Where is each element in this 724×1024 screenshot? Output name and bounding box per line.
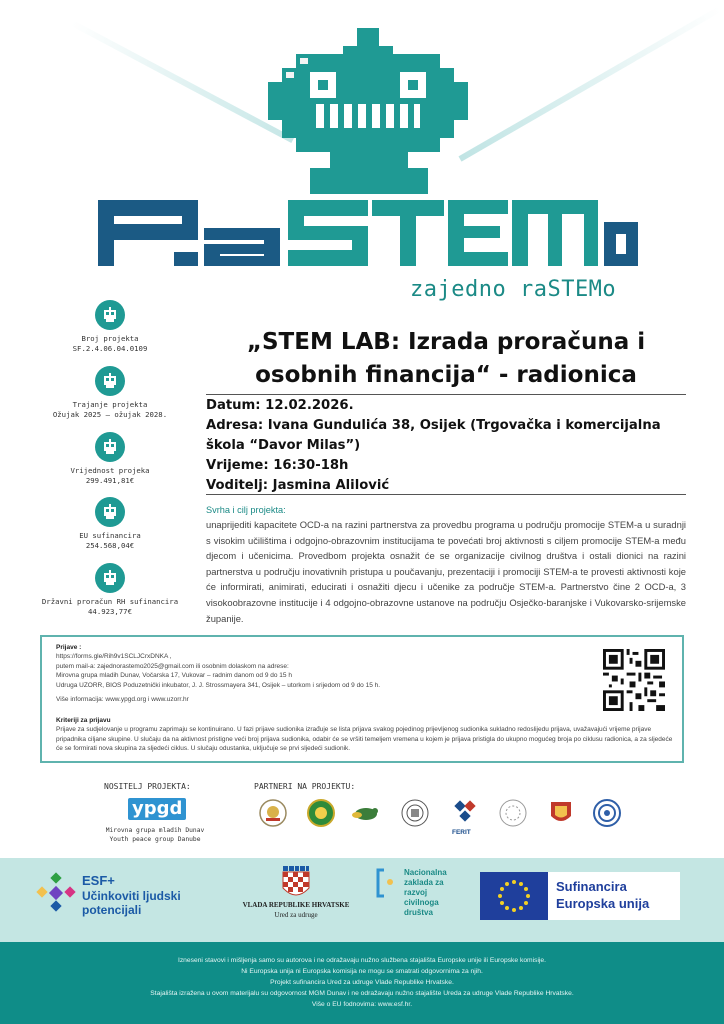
partner-logo-1-icon	[258, 798, 288, 828]
more-info-link[interactable]: Više informacija: www.ypgd.org i www.uzorr.hr	[56, 696, 189, 704]
event-address-line-2: škola “Davor Milas”)	[206, 438, 361, 453]
footer-line-1: Izneseni stavovi i mišljenja samo su autorova i ne odražavaju nužno službena stajališta Europske unije ili Europske komisije.	[177, 957, 546, 964]
event-time: Vrijeme: 16:30-18h	[206, 458, 349, 473]
eu-cofinancing	[480, 872, 680, 920]
stat-project-number	[40, 300, 180, 354]
qr-code-icon[interactable]	[603, 649, 665, 711]
stat-label: EU sufinancira	[79, 531, 141, 540]
event-leader: Voditelj: Jasmina Alilović	[206, 478, 390, 493]
croatian-coat-of-arms-icon	[281, 866, 311, 902]
registration-box	[40, 635, 684, 763]
esf-logo-icon	[34, 872, 78, 916]
eu-text	[556, 878, 649, 912]
holder-name	[90, 826, 220, 844]
partners-heading: PARTNERI NA PROJEKTU:	[254, 782, 356, 791]
footer-disclaimer	[0, 942, 724, 1024]
registration-address-1: Mirovna grupa mladih Dunav, Vočarska 17, Vukovar – radnim danom od 9 do 15 h	[56, 672, 292, 680]
event-address-line-1: Adresa: Ivana Gundulića 38, Osijek (Trgovačka i komercijalna	[206, 418, 661, 433]
nz-line-1: Nacionalna	[404, 868, 447, 877]
project-purpose	[206, 505, 686, 626]
esf-mark: ESF+	[82, 873, 115, 888]
nacionalna-zaklada	[404, 868, 447, 918]
event-date: Datum: 12.02.2026.	[206, 398, 354, 413]
partner-logo-4-icon	[400, 798, 430, 828]
eu-flag-icon	[480, 872, 548, 920]
esf-line-2: potencijali	[82, 903, 142, 917]
partner-logo-2-icon	[306, 798, 336, 828]
registration-email[interactable]: putem mail-a: zajednorastemo2025@gmail.com ili osobnim dolaskom na adrese:	[56, 662, 289, 670]
holder-name-2: Youth peace group Danube	[109, 836, 201, 843]
robot-icon	[95, 497, 125, 527]
event-title	[206, 326, 686, 392]
stat-state-budget	[40, 563, 180, 617]
footer-line-5: Više o EU fodnovima: www.esf.hr.	[311, 1001, 413, 1008]
partner-logo-6-icon	[498, 798, 528, 828]
criteria-heading: Kriteriji za prijavu	[56, 717, 111, 724]
ferit-logo-icon	[452, 798, 482, 828]
tagline: zajedno raSTEMo	[410, 277, 617, 302]
nz-line-3: razvoj	[404, 888, 428, 897]
stat-value: 299.491,81€	[85, 476, 135, 485]
stat-value: SF.2.4.06.04.0109	[72, 344, 148, 353]
rastemo-wordmark-icon	[0, 0, 724, 280]
partner-logo-7-icon	[546, 798, 576, 828]
partner-logo-8-icon	[592, 798, 622, 828]
stat-eu-cofinancing	[40, 497, 180, 551]
vlada-line-2: Ured za udruge	[274, 911, 318, 919]
stat-label: Državni proračun RH sufinancira	[41, 597, 179, 606]
esf-line-1: Učinkoviti ljudski	[82, 889, 181, 903]
registration-link[interactable]: https://forms.gle/Rih9v1SCLJCrxDNKA ,	[56, 653, 172, 661]
vlada-line-1: VLADA REPUBLIKE HRVATSKE	[242, 901, 350, 909]
nz-line-2: zaklada za	[404, 878, 444, 887]
holder-heading: NOSITELJ PROJEKTA:	[104, 782, 191, 791]
eu-line-2: Europska unija	[556, 896, 650, 911]
stat-value: 44.923,77€	[88, 607, 132, 616]
footer-line-3: Projekt sufinancira Ured za udruge Vlade Republike Hrvatske.	[270, 979, 454, 986]
robot-icon	[95, 563, 125, 593]
footer-line-2: Ni Europska unija ni Europska komisija ne mogu se smatrati odgovornima za njih.	[241, 968, 483, 975]
registration-heading: Prijave :	[56, 644, 82, 651]
criteria-text: Prijave za sudjelovanje u programu zaprimaju se kontinuirano. U fazi prijave sudionika izrađuje se lista prijava svakog pojedinog prijevljenog sudionika sukladno redoslijedu prijava, uvažavajući vrijeme prijave pripadnika ciljane skupine. U slučaju da na aktivnost pristigne veći broj prijava sudionika, odabir će se vršiti temeljem vremena u kojem je prijava pristigla do ukupno mogućeg broja po ciklusu radionica, a za sljedeće će se formirati nova skupina za sljedeći ciklus. U slučaju odustanka, uključuje se prvi sljedeći sudionik.	[56, 726, 673, 753]
partner-logo-3-icon	[350, 798, 380, 828]
registration-info	[56, 643, 576, 704]
stat-duration	[40, 366, 180, 420]
stat-value: 254.568,04€	[85, 541, 135, 550]
criteria	[56, 716, 676, 754]
nz-line-4: civilnoga	[404, 898, 439, 907]
stat-label: Trajanje projekta	[72, 400, 148, 409]
ypgd-logo: ypgd	[128, 798, 186, 820]
esf-program	[82, 889, 181, 917]
footer-line-4: Stajališta izražena u ovom materijalu su odgovornost MGM Dunav i ne odražavaju nužno stajalište Ureda za udruge Vlade Republike Hrvatske.	[150, 990, 574, 997]
holder-name-1: Mirovna grupa mladih Dunav	[105, 827, 205, 834]
event-details	[206, 396, 686, 496]
robot-icon	[95, 300, 125, 330]
stat-label: Broj projekta	[81, 334, 139, 343]
vlada-rh	[236, 900, 356, 920]
divider	[206, 494, 686, 495]
divider	[206, 394, 686, 395]
purpose-text: unaprijediti kapacitete OCD-a na razini partnerstva za provedbu programa u području promocije STEM-a u suradnji s visokim učilištima i odgojno-obrazovnim institucijama te povećati broj aktivnosti s ciljem promocije STEM-a među djecom i učenicima. Provedbom projekta osnažit će se organizacije civilnog društva i ostali dionici na razini partnerstva u području inovativnih pristupa u poučavanju, prezentaciji i promociji STEM-a te provesti aktivnosti koje će informirati, animirati, educirati i osnažiti djecu i učenike za područje STEM-a. Partnerstvo čine 2 OCD-a, 3 visokoobrazovne institucije i 4 odgojno-obrazovne ustanove na području Osječko-baranjske i Vukovarsko-srijemske županije.	[206, 519, 686, 624]
robot-icon	[95, 366, 125, 396]
event-title-line-1: „STEM LAB: Izrada proračuna i	[246, 329, 646, 355]
purpose-heading: Svrha i cilj projekta:	[206, 505, 286, 515]
eu-line-1: Sufinancira	[556, 879, 627, 894]
event-title-line-2: osobnih financija“ - radionica	[255, 362, 637, 388]
registration-address-2: Udruga UZORR, BIOS Poduzetnički inkubator, J. J. Strossmayera 341, Osijek – utorkom i srijedom od 9 do 15 h.	[56, 681, 381, 689]
nacionalna-zaklada-logo-icon	[376, 868, 396, 898]
robot-icon	[95, 432, 125, 462]
stat-label: Vrijednost projeka	[70, 466, 150, 475]
stat-project-value	[40, 432, 180, 486]
stat-value: Ožujak 2025 – ožujak 2028.	[52, 410, 168, 419]
nz-line-5: društva	[404, 908, 433, 917]
ferit-label: FERIT	[452, 829, 471, 836]
